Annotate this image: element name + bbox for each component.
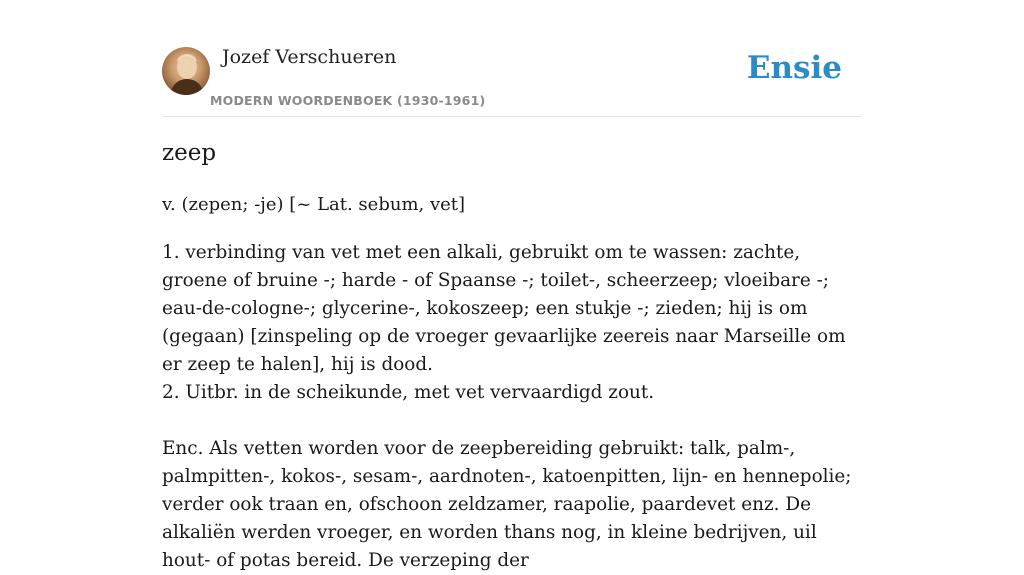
paragraph-spacer <box>162 407 862 435</box>
entry-grammar: v. (zepen; -je) [~ Lat. sebum, vet] <box>162 194 466 215</box>
portrait-icon <box>162 47 210 95</box>
header <box>162 0 862 117</box>
definition-sense-1: 1. verbinding van vet met een alkali, gebruikt om te wassen: zachte, groene of bruine -; harde - of Spaanse -; toilet-, scheerzeep; vloeibare -; eau-de-cologne-; glycerine-, kokoszeep; een stukje -; zieden; hij is om (gegaan) [zinspeling op de vroeger gevaarlijke zeereis naar Marseille om er zeep te halen], hij is dood. <box>162 242 846 375</box>
definition-encyclopedic: Enc. Als vetten worden voor de zeepbereiding gebruikt: talk, palm-, palmpitten-, kokos-, sesam-, aardnoten-, katoenpitten, lijn- en hennepolie; verder ook traan en, ofschoon zeldzamer, raapolie, paardevet enz. De alkaliën werden vroeger, en worden thans nog, in kleine bedrijven, uil hout- of potas bereid. De verzeping der <box>162 438 852 571</box>
source-label[interactable]: MODERN WOORDENBOEK (1930-1961) <box>210 93 486 108</box>
entry-definition <box>162 239 862 575</box>
brand-logo[interactable]: Ensie <box>746 50 842 86</box>
page <box>162 0 862 571</box>
author-avatar[interactable] <box>162 47 210 95</box>
definition-sense-2: 2. Uitbr. in de scheikunde, met vet vervaardigd zout. <box>162 382 655 403</box>
author-name[interactable]: Jozef Verschueren <box>222 46 397 68</box>
entry-term: zeep <box>162 140 217 166</box>
